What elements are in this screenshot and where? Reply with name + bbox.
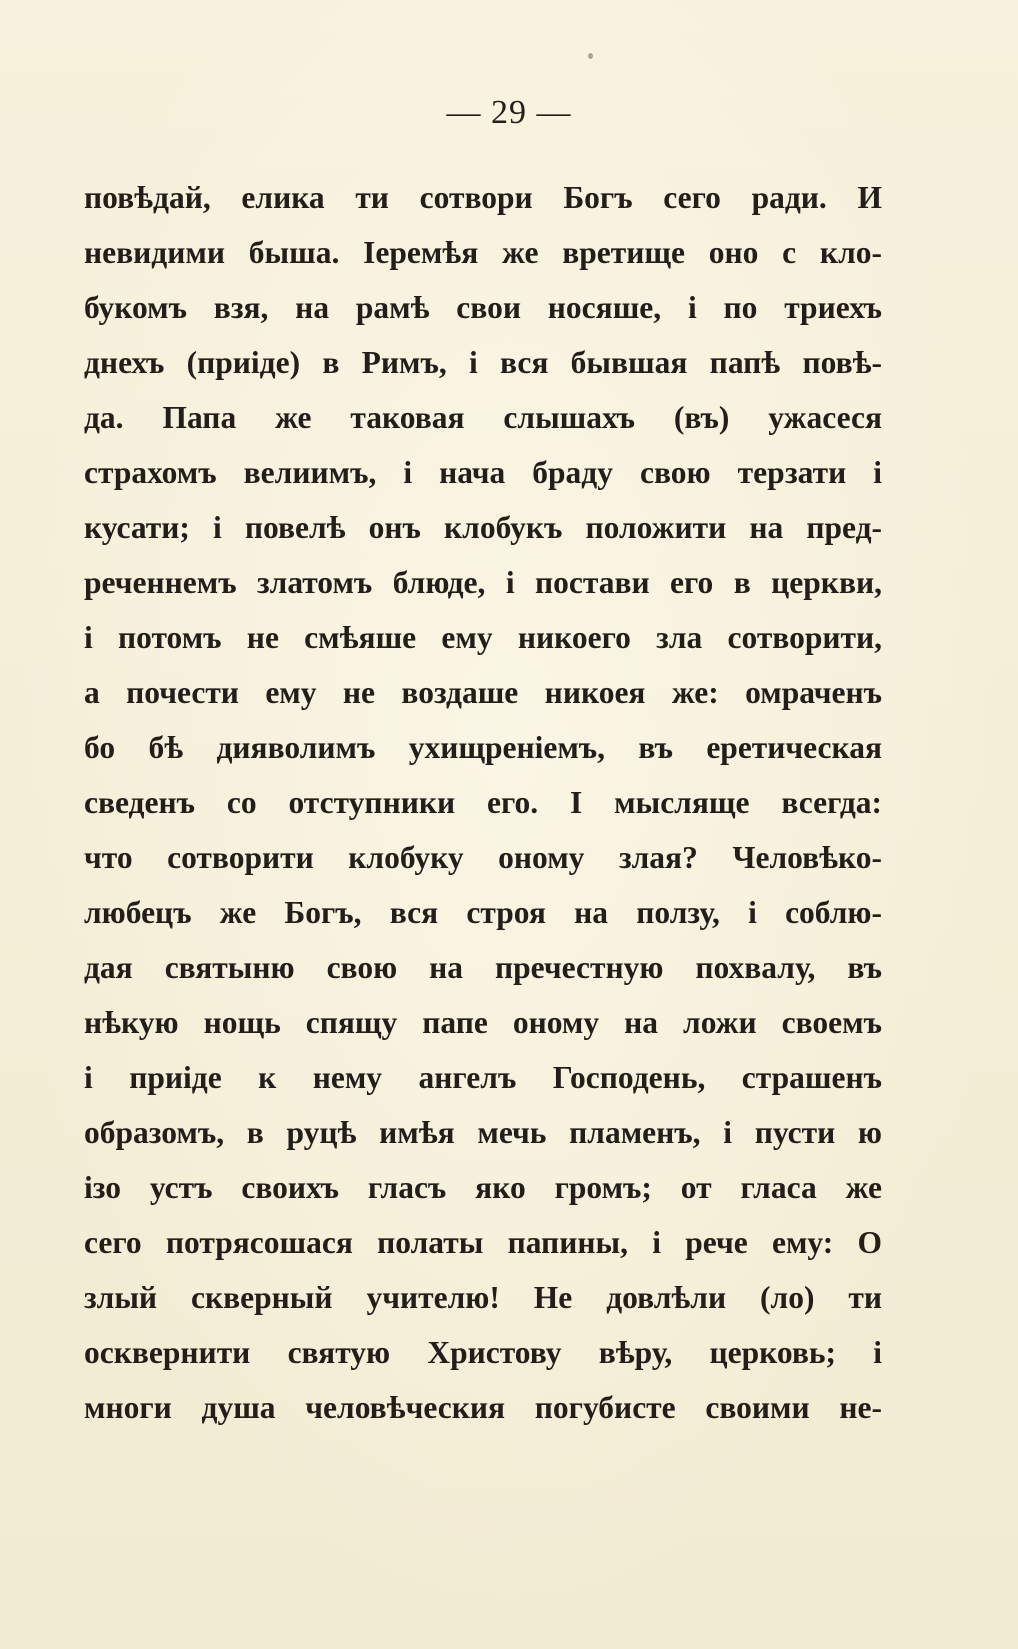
text-line: что сотворити клобуку оному злая? Человѣко- (84, 840, 882, 875)
text-line: любецъ же Богъ, вся строя на ползу, і соблю- (84, 895, 882, 930)
text-line: ізо устъ своихъ гласъ яко громъ; от гласа же (84, 1170, 882, 1205)
text-line: сведенъ со отступники его. І мысляще всегда: (84, 785, 882, 820)
text-line: нѣкую нощь спящу папе оному на ложи своемъ (84, 1005, 882, 1040)
text-line: злый скверный учителю! Не довлѣли (ло) ти (84, 1280, 882, 1315)
body-text (84, 170, 882, 1435)
text-line: кусати; і повелѣ онъ клобукъ положити на пред- (84, 510, 882, 545)
text-line: повѣдай, елика ти сотвори Богъ сего ради. И (84, 180, 882, 215)
text-line: реченнемъ златомъ блюде, і постави его в церкви, (84, 565, 882, 600)
text-line: да. Папа же таковая слышахъ (въ) ужасеся (84, 400, 882, 435)
text-line: невидими быша. Іеремѣя же вретище оно с кло- (84, 235, 882, 270)
page-number: — 29 — (446, 94, 572, 131)
text-line: днехъ (приіде) в Римъ, і вся бывшая папѣ повѣ- (84, 345, 882, 380)
text-line: букомъ взя, на рамѣ свои носяше, і по триехъ (84, 290, 882, 325)
text-line: сего потрясошася полаты папины, і рече ему: О (84, 1225, 882, 1260)
text-line: дая святыню свою на пречестную похвалу, въ (84, 950, 882, 985)
ink-speck (588, 53, 593, 59)
text-line: образомъ, в руцѣ имѣя мечь пламенъ, і пусти ю (84, 1115, 882, 1150)
text-line: бо бѣ дияволимъ ухищреніемъ, въ еретическая (84, 730, 882, 765)
text-line: і потомъ не смѣяше ему никоего зла сотворити, (84, 620, 882, 655)
text-line: страхомъ велиимъ, і нача браду свою терзати і (84, 455, 882, 490)
text-line: осквернити святую Христову вѣру, церковь; і (84, 1335, 882, 1370)
text-line: многи душа человѣческия погубисте своими не- (84, 1390, 882, 1425)
text-line: а почести ему не воздаше никоея же: омраченъ (84, 675, 882, 710)
text-line: і приіде к нему ангелъ Господень, страшенъ (84, 1060, 882, 1095)
